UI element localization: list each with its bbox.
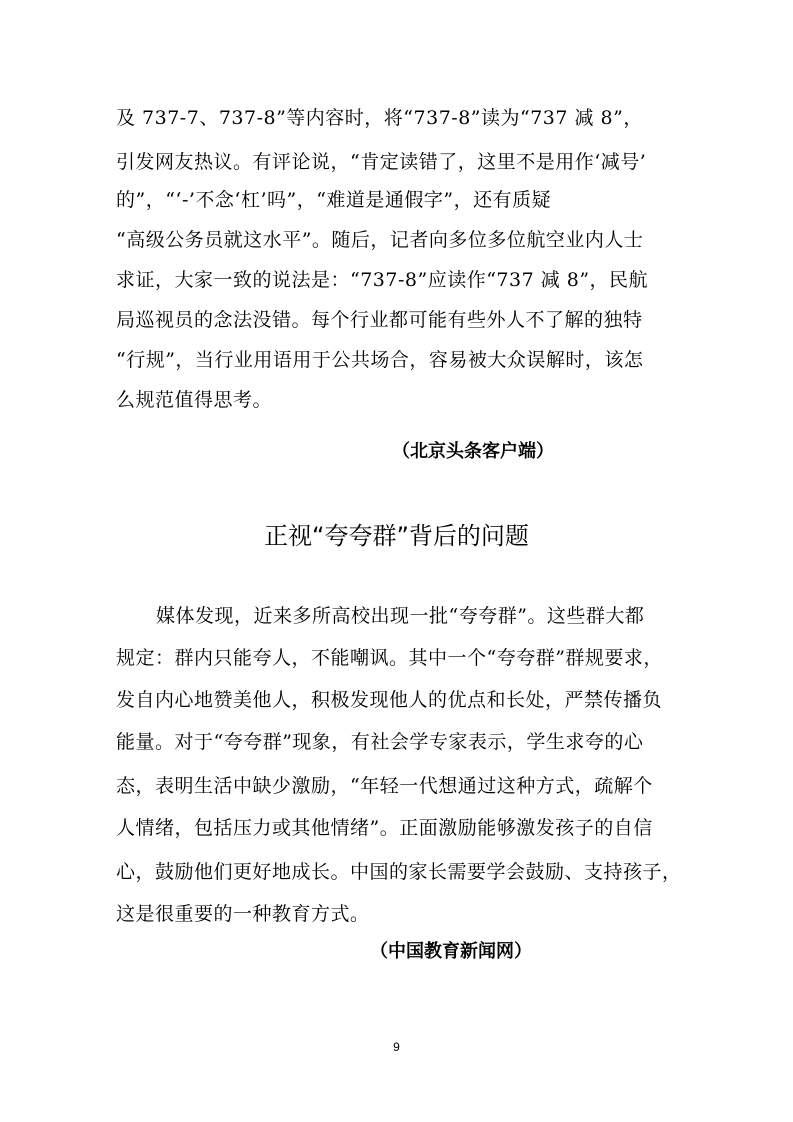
article-2-line: 心，鼓励他们更好地成长。中国的家长需要学会鼓励、支持孩子， <box>116 861 682 883</box>
article-2-source: （中国教育新闻网） <box>370 941 532 962</box>
article-1-line: 引发网友热议。有评论说，“肯定读错了，这里不是用作‘减号’ <box>116 151 647 173</box>
article-1-line: “行规”，当行业用语用于公共场合，容易被大众误解时，该怎 <box>116 349 644 371</box>
article-2-line: 规定：群内只能夸人，不能嘲讽。其中一个“夸夸群”群规要求， <box>116 647 663 669</box>
article-1-line: 及 737-7、737-8”等内容时，将“737-8”读为“737 减 8”， <box>116 107 643 129</box>
article-2-line: 发自内心地赞美他人，积极发现他人的优点和长处，严禁传播负 <box>116 689 663 711</box>
article-1-line: 求证，大家一致的说法是：“737-8”应读作“737 减 8”，民航 <box>116 269 649 291</box>
article-2-line: 态，表明生活中缺少激励，“年轻一代想通过这种方式，疏解个 <box>116 775 653 797</box>
article-1-line: 局巡视员的念法没错。每个行业都可能有些外人不了解的独特 <box>116 309 643 331</box>
article-2-line: 这是很重要的一种教育方式。 <box>116 903 370 925</box>
article-1-line: 么规范值得思考。 <box>116 389 273 411</box>
article-1-line: 的”，“‘-’不念‘杠’吗”，“难道是通假字”，还有质疑 <box>116 189 552 211</box>
article-2-line: 媒体发现，近来多所高校出现一批“夸夸群”。这些群大都 <box>156 605 645 627</box>
page-number: 9 <box>393 1040 400 1054</box>
article-1-source: （北京头条客户端） <box>392 441 554 462</box>
article-2-title: 正视“夸夸群”背后的问题 <box>264 522 529 550</box>
article-1-line: “高级公务员就这水平”。随后，记者向多位多位航空业内人士 <box>116 229 644 251</box>
article-2-line: 能量。对于“夸夸群”现象，有社会学专家表示，学生求夸的心 <box>116 731 644 753</box>
article-2-line: 人情绪，包括压力或其他情绪”。正面激励能够激发孩子的自信 <box>116 817 653 839</box>
